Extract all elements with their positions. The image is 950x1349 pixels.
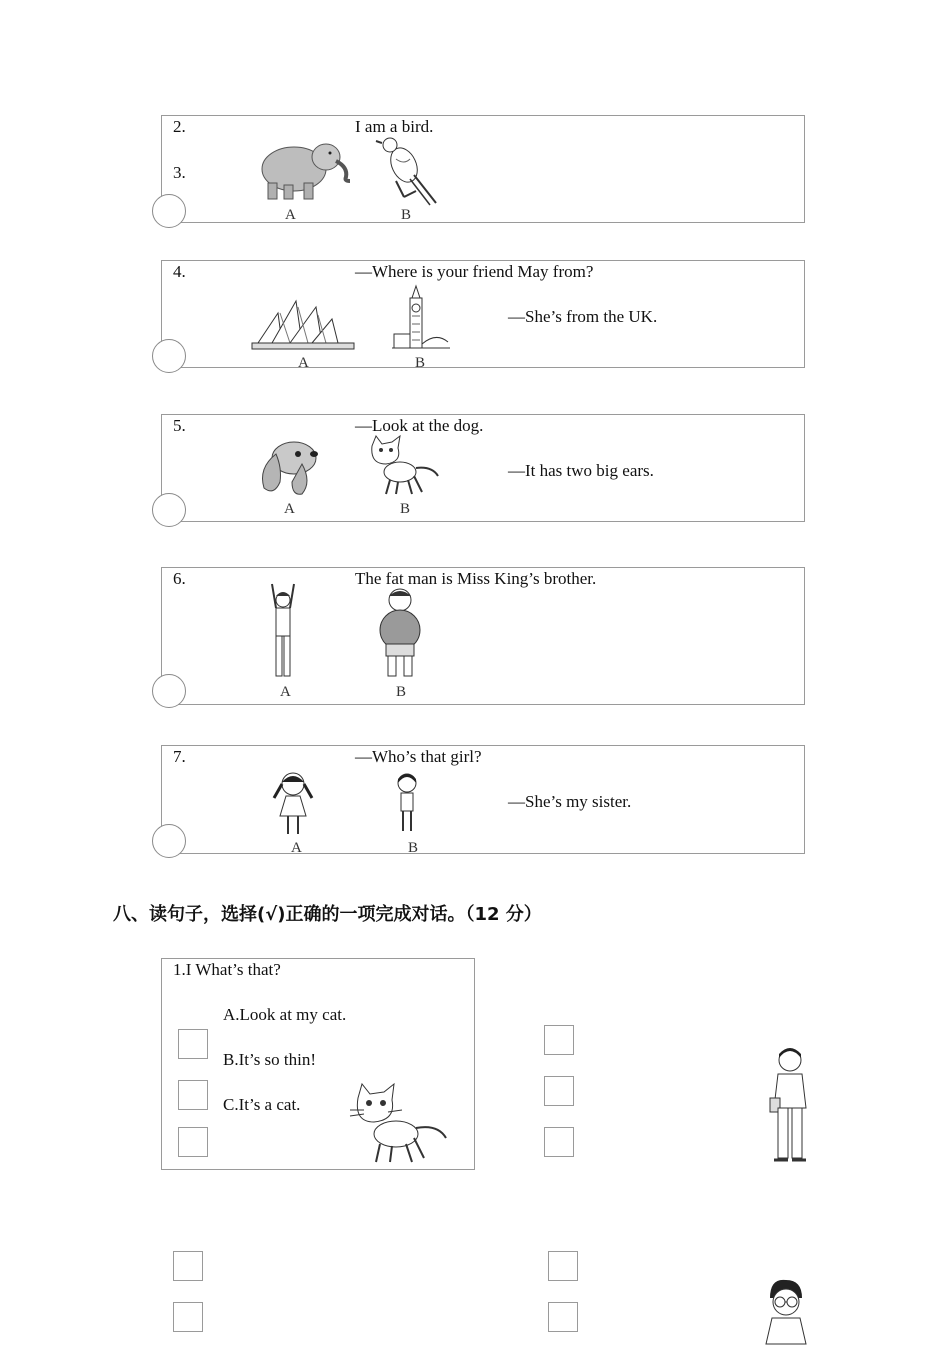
answer-circle[interactable] xyxy=(152,493,186,527)
option-b: B.It’s so thin! xyxy=(223,1050,317,1069)
boy-standing-icon xyxy=(766,1046,814,1169)
option-c: C.It’s a cat. xyxy=(223,1095,301,1114)
sentence: I am a bird. xyxy=(355,117,434,136)
dog-icon xyxy=(258,438,322,501)
option-label-b: B xyxy=(408,840,419,856)
cat-icon xyxy=(350,1084,448,1171)
question-number: 5. xyxy=(173,416,186,435)
checkbox-q2-c[interactable] xyxy=(544,1127,574,1157)
question-number: 7. xyxy=(173,747,186,766)
option-label-b: B xyxy=(396,684,407,700)
checkbox-q3-a[interactable] xyxy=(173,1251,203,1281)
option-label-b: B xyxy=(401,207,412,223)
answer-circle[interactable] xyxy=(152,194,186,228)
checkbox-a[interactable] xyxy=(178,1029,208,1059)
opera-house-icon xyxy=(250,295,356,358)
big-ben-icon xyxy=(392,284,450,357)
woman-glasses-icon xyxy=(760,1278,810,1349)
question-number: 2. xyxy=(173,117,186,136)
option-label-a: A xyxy=(298,355,309,371)
answer-circle[interactable] xyxy=(152,339,186,373)
sentence: The fat man is Miss King’s brother. xyxy=(355,569,597,588)
option-label-a: A xyxy=(284,501,295,517)
checkbox-q2-a[interactable] xyxy=(544,1025,574,1055)
checkbox-q3-b[interactable] xyxy=(173,1302,203,1332)
option-label-a: A xyxy=(291,840,302,856)
answer-circle[interactable] xyxy=(152,824,186,858)
option-label-a: A xyxy=(280,684,291,700)
fat-man-icon xyxy=(376,586,424,685)
checkbox-q2-b[interactable] xyxy=(544,1076,574,1106)
question-number: 6. xyxy=(173,569,186,588)
option-label-b: B xyxy=(415,355,426,371)
reply: —It has two big ears. xyxy=(508,461,654,480)
section-heading: 八、读句子，选择(√)正确的一项完成对话。（12 分） xyxy=(113,904,542,925)
reply: —She’s from the UK. xyxy=(508,307,658,326)
checkbox-q4-a[interactable] xyxy=(548,1251,578,1281)
cat-icon xyxy=(366,436,440,503)
elephant-icon xyxy=(256,137,354,206)
sentence: —Where is your friend May from? xyxy=(355,262,594,281)
girl-short-hair-icon xyxy=(392,771,422,840)
option-a: A.Look at my cat. xyxy=(223,1005,347,1024)
question-box-7 xyxy=(161,745,805,854)
girl-pigtails-icon xyxy=(272,770,314,843)
option-label-a: A xyxy=(285,207,296,223)
sentence: —Look at the dog. xyxy=(355,416,484,435)
option-label-b: B xyxy=(400,501,411,517)
question-prompt: 1.I What’s that? xyxy=(173,960,281,979)
answer-circle[interactable] xyxy=(152,674,186,708)
question-number: 3. xyxy=(173,163,186,182)
thin-boy-icon xyxy=(266,584,300,685)
sentence: —Who’s that girl? xyxy=(355,747,482,766)
checkbox-q4-b[interactable] xyxy=(548,1302,578,1332)
reply: —She’s my sister. xyxy=(508,792,632,811)
checkbox-c[interactable] xyxy=(178,1127,208,1157)
bird-icon xyxy=(374,135,440,212)
checkbox-b[interactable] xyxy=(178,1080,208,1110)
question-number: 4. xyxy=(173,262,186,281)
